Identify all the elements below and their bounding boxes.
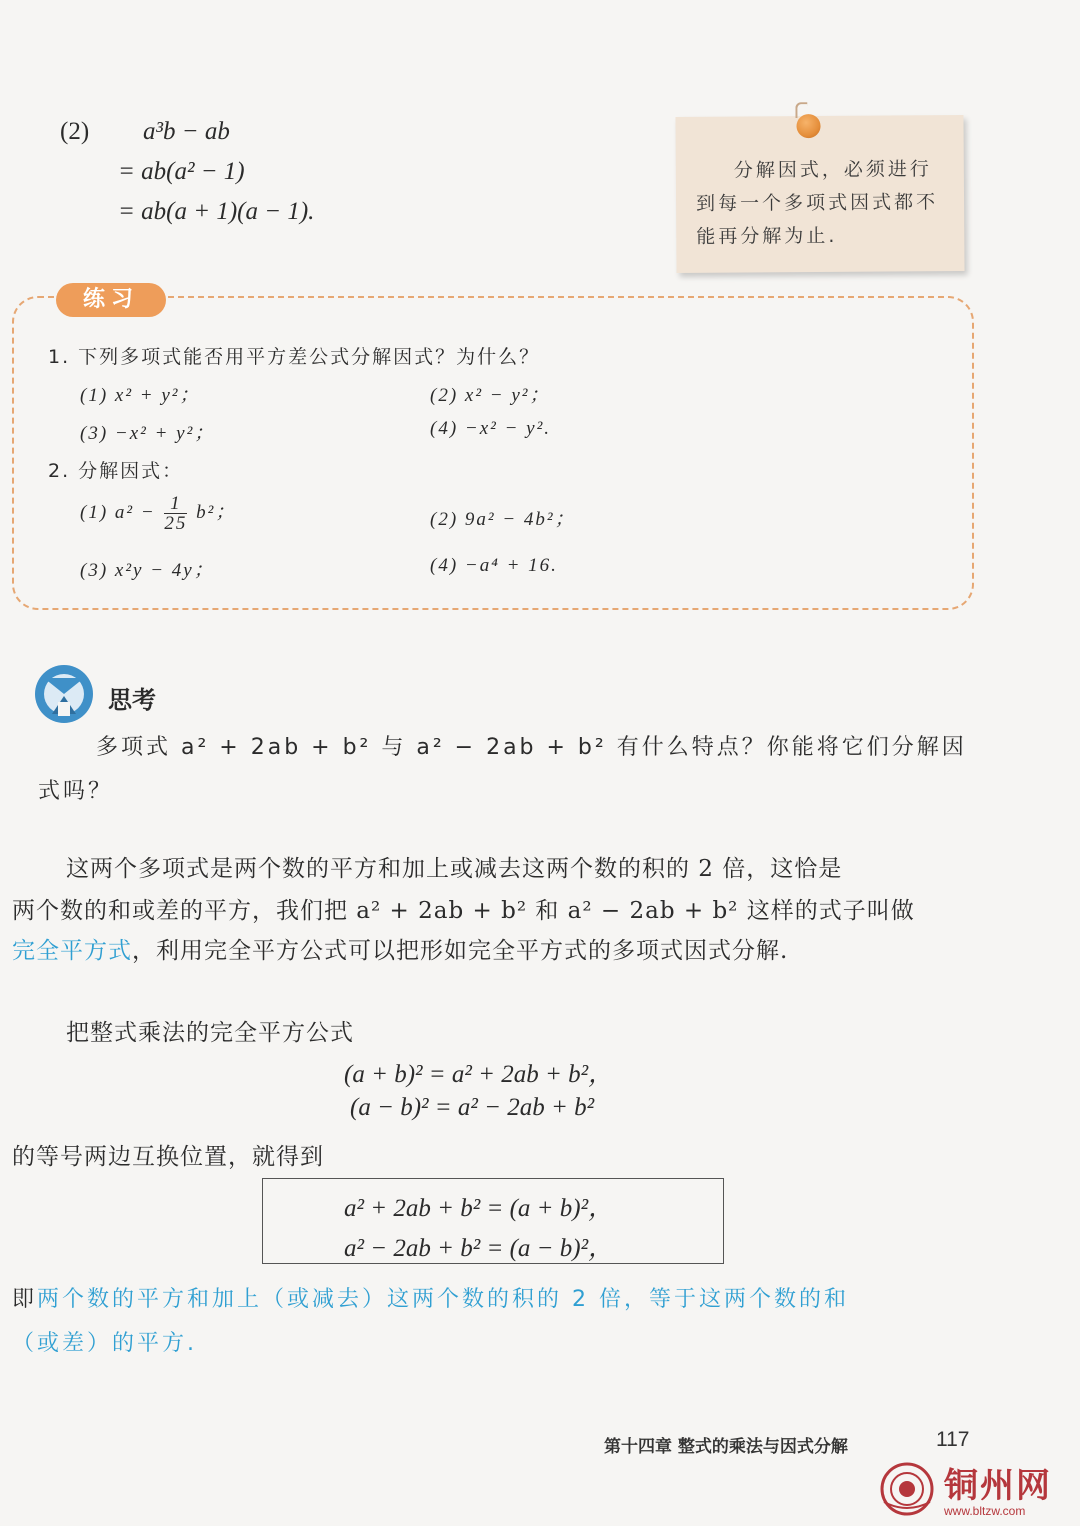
q2-item1-prefix: (1) a² − (80, 501, 156, 523)
boxed-formula-1: a² + 2ab + b² = (a + b)²， (344, 1195, 614, 1222)
fraction-denominator: 25 (164, 513, 188, 534)
page-number: 117 (936, 1428, 970, 1451)
pin-icon (796, 114, 820, 138)
conclusion-line-2: （或差）的平方. (12, 1331, 197, 1356)
chapter-footer: 第十四章 整式的乘法与因式分解 (604, 1437, 848, 1457)
conclusion-text-1: 两个数的平方和加上（或减去）这两个数的积的 2 倍，等于这两个数的和 (37, 1287, 850, 1312)
practice-q1-item-3: (3) −x² + y²； (80, 423, 216, 444)
practice-question-1: 1. 下列多项式能否用平方差公式分解因式？为什么？ (48, 346, 541, 368)
explain-line-3 (12, 932, 788, 965)
practice-tag: 练习 (56, 283, 166, 317)
side-note-text: 分解因式，必须进行到每一个多项式因式都不能再分解为止. (695, 158, 939, 248)
formula-eq-2: (a − b)² = a² − 2ab + b² (350, 1094, 595, 1121)
think-icon (34, 664, 94, 724)
explain-line-2: 两个数的和或差的平方，我们把 a² + 2ab + b² 和 a² − 2ab + b² 这样的式子叫做 (12, 898, 915, 924)
formula-swap-text: 的等号两边互换位置，就得到 (12, 1144, 324, 1170)
practice-q2-item-2: (2) 9a² − 4b²； (430, 509, 576, 530)
think-line-2: 式吗？ (38, 779, 114, 804)
example-line-3: = ab(a + 1)(a − 1). (118, 198, 315, 225)
watermark-name: 铜州网 (944, 1466, 1052, 1506)
example-label: (2) (60, 118, 90, 145)
conclusion-line-1 (12, 1282, 849, 1313)
conclusion-prefix: 即 (12, 1287, 38, 1312)
term-perfect-square: 完全平方式 (12, 938, 132, 964)
practice-q1-item-2: (2) x² − y²； (430, 385, 551, 406)
practice-q2-item-3: (3) x²y − 4y； (80, 560, 215, 581)
practice-question-2: 2. 分解因式： (48, 460, 184, 482)
formula-eq-1: (a + b)² = a² + 2ab + b²， (344, 1061, 614, 1088)
fraction-numerator: 1 (164, 494, 187, 514)
watermark-url: www.bltzw.com (944, 1504, 1026, 1518)
example-line-2: = ab(a² − 1) (118, 158, 245, 185)
boxed-formula-2: a² − 2ab + b² = (a − b)²， (344, 1235, 614, 1262)
watermark-logo-icon (880, 1462, 934, 1516)
example-line-1: a³b − ab (143, 118, 230, 145)
think-title: 思考 (108, 686, 156, 714)
think-line-1: 多项式 a² + 2ab + b² 与 a² − 2ab + b² 有什么特点？你能将它们分解因 (96, 735, 967, 760)
practice-q1-item-4: (4) −x² − y². (430, 418, 552, 439)
q2-item1-suffix: b²； (196, 501, 237, 523)
practice-q2-item-1 (80, 494, 236, 533)
explain-line-1: 这两个多项式是两个数的平方和加上或减去这两个数的积的 2 倍，这恰是 (66, 856, 843, 882)
explain-line-3-rest: ，利用完全平方公式可以把形如完全平方式的多项式因式分解. (132, 938, 789, 964)
side-note (675, 115, 964, 273)
practice-q1-item-1: (1) x² + y²； (80, 385, 201, 406)
practice-q2-item-4: (4) −a⁴ + 16. (430, 555, 558, 576)
fraction (164, 494, 187, 533)
formula-intro: 把整式乘法的完全平方公式 (66, 1020, 354, 1046)
